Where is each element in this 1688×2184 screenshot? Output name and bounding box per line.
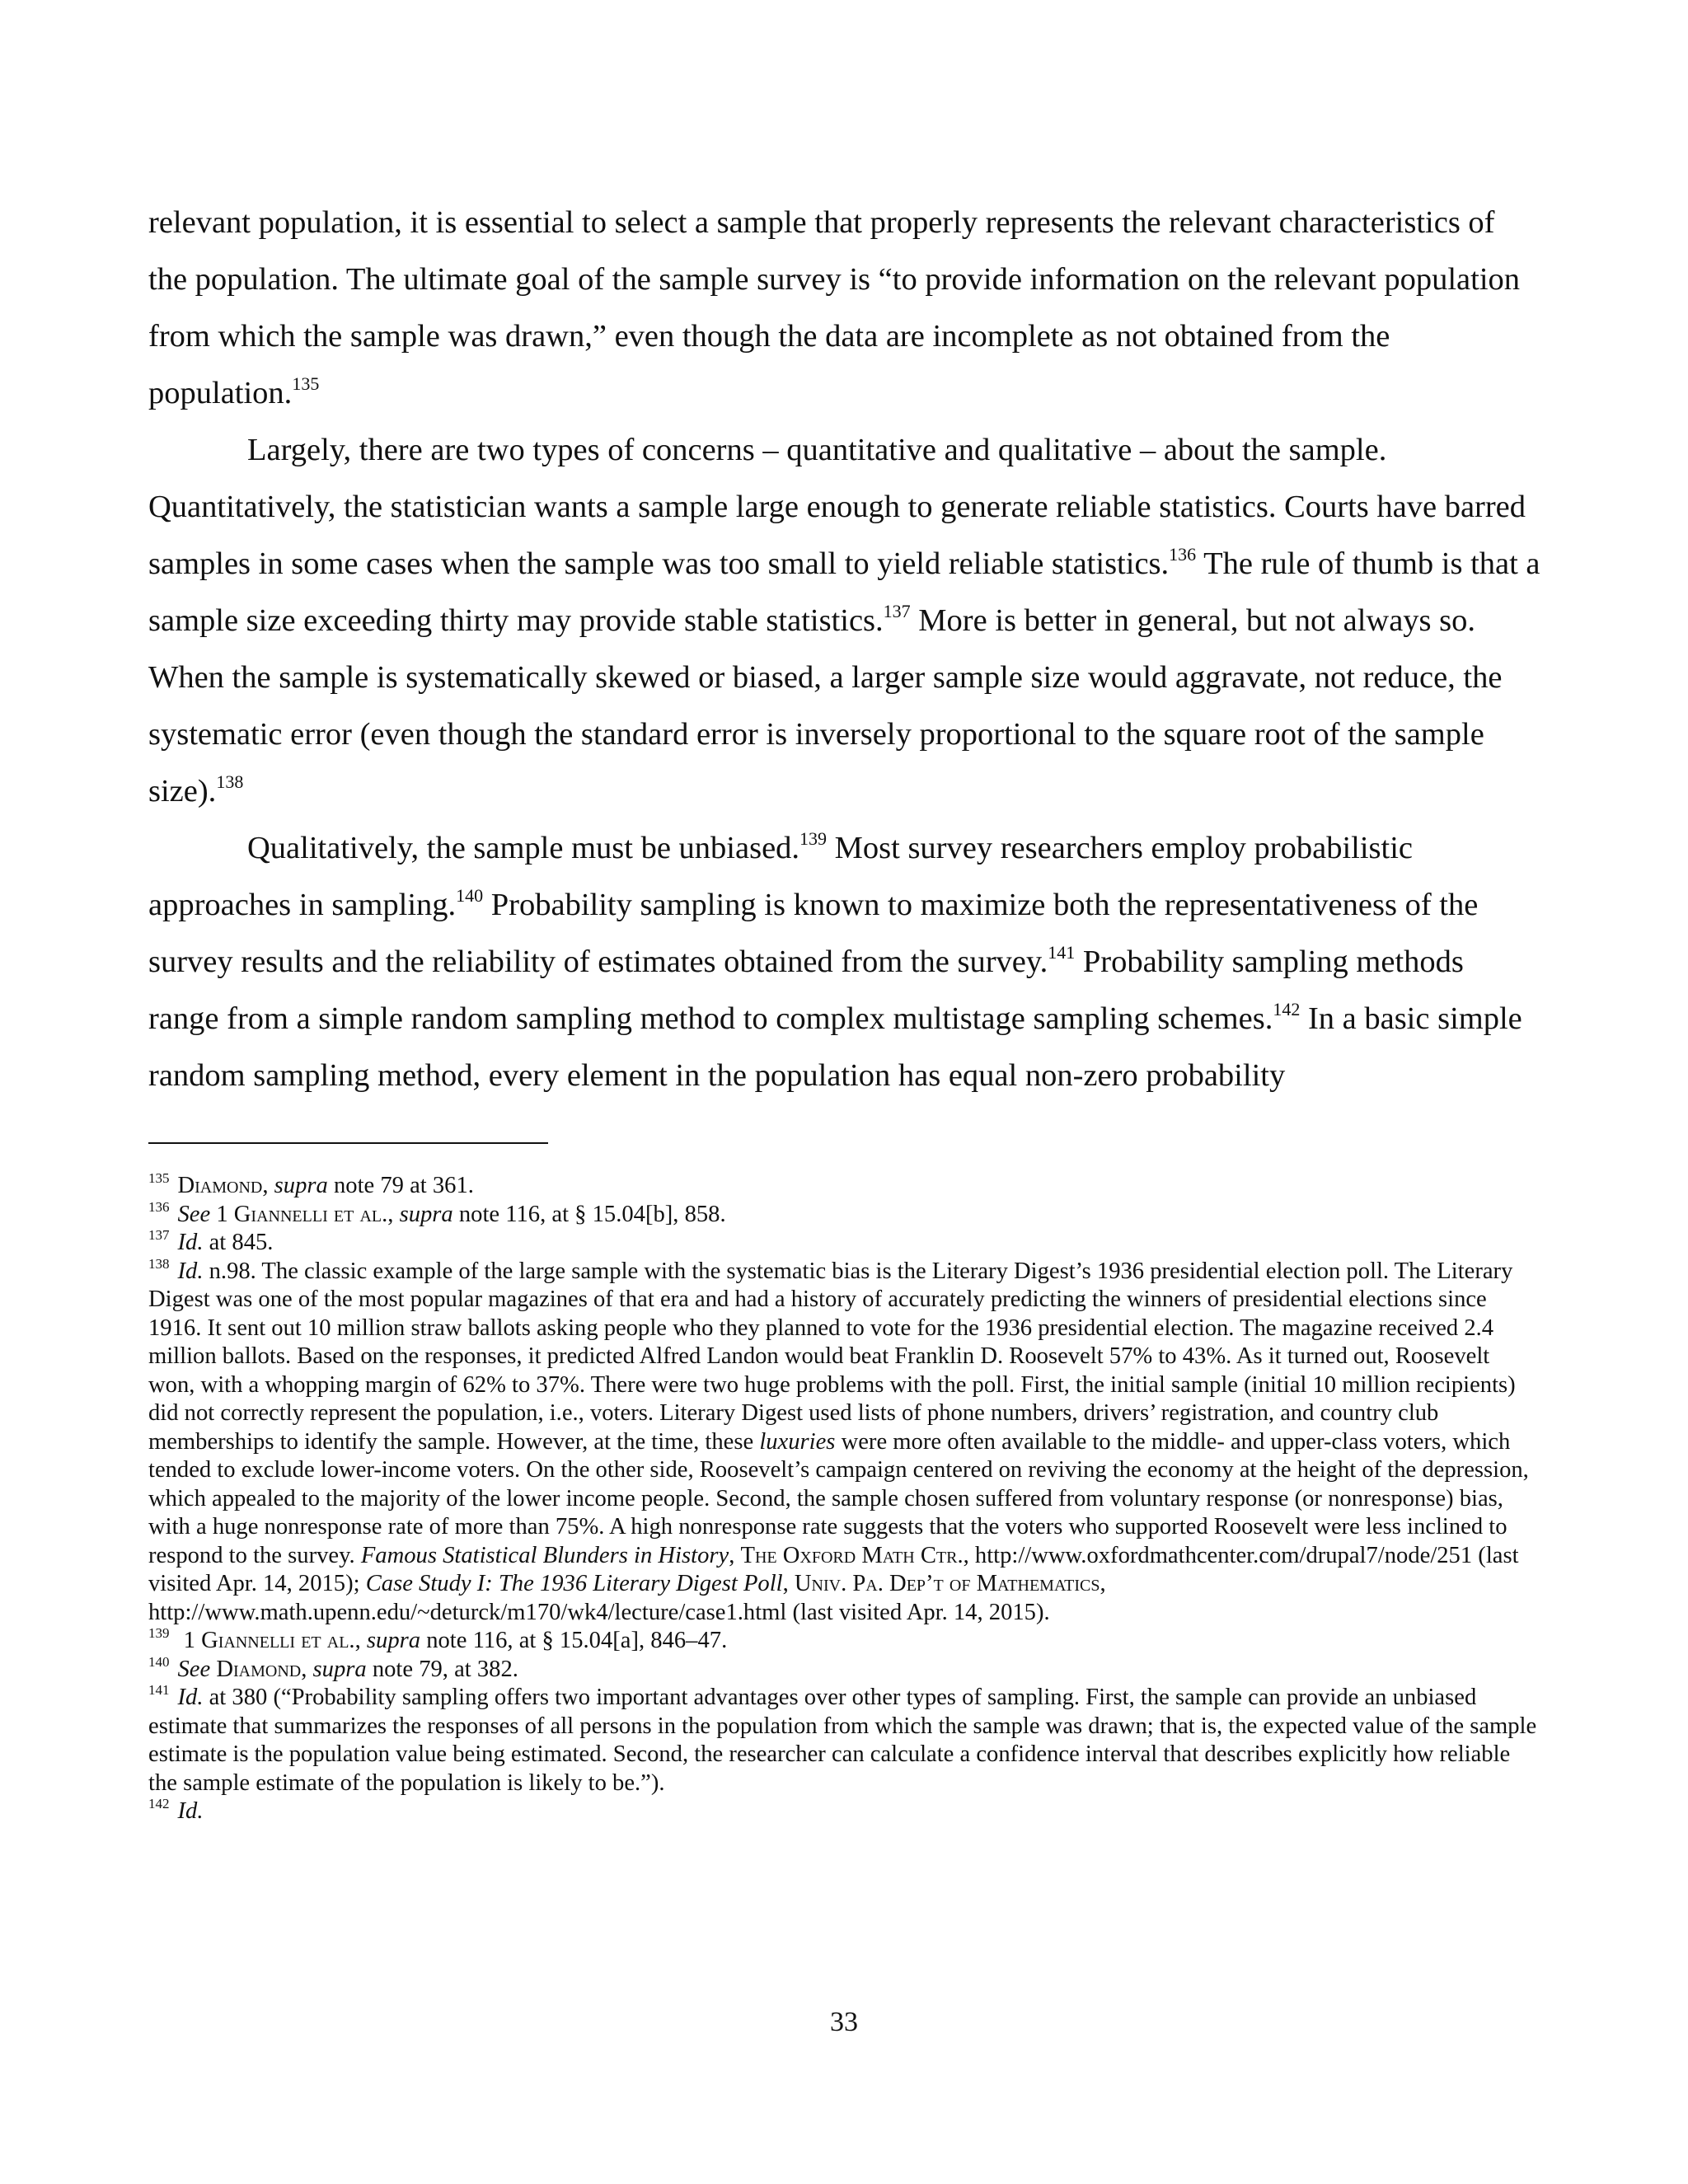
footnote-ref-139: 139 [799,828,828,849]
footnote-text: note 116, at § 15.04[a], 846–47. [420,1628,728,1653]
footnote-ref-138: 138 [216,771,244,792]
footnote-ref-136: 136 [1169,544,1197,565]
footnote-signal: supra [274,1173,328,1198]
footnote-text: note 79 at 361. [327,1173,474,1198]
footnote-139 [148,1627,1541,1656]
footnote-number: 138 [148,1255,170,1272]
paragraph-text: More is better in general, but not always so. When the sample is systematically skewed or biased, a larger sample size would aggravate, not reduce, the systematic error (even though the standard error is inversely proportional to the square root of the sample size). [148,603,1503,808]
page-number: 33 [830,2007,858,2037]
footnote-text: were more often available to the middle- and upper-class voters, which tended to exclude lower-income voters. On the other side, Roosevelt’s campaign centered on reviving the economy at the height of the depression, which appealed to the majority of the lower income people. Second, the sample chosen suffered from voluntary response (or nonresponse) bias, with a huge nonresponse rate of more than 75%. A high nonresponse rate suggests that the voters who supported Roosevelt were less inclined to respond to the survey. [148,1428,1529,1568]
footnote-author: Giannelli et al. [233,1201,388,1227]
footnote-source-title: Famous Statistical Blunders in History [360,1542,729,1568]
footnote-text: at 380 (“Probability sampling offers two important advantages over other types of sampling. First, the sample can provide an unbiased estimate that summarizes the responses of all persons in the population from which the sample was drawn; that is, the expected value of the sample estimate is the population value being estimated. Second, the researcher can calculate a confidence interval that describes explicitly how reliable the sample estimate of the population is likely to be.”). [148,1685,1537,1796]
footnote-text: , [782,1571,795,1596]
paragraph-text: Probability sampling is known to maximize both the representativeness of the survey results and the reliability of estimates obtained from the survey. [148,888,1479,979]
paragraph-text: The rule of thumb is that a sample size exceeding thirty may provide stable statistics. [148,546,1540,638]
footnote-text: , [354,1628,367,1653]
footnote-137 [148,1229,1541,1258]
footnote-number: 139 [148,1625,170,1641]
footnote-ref-141: 141 [1048,942,1076,963]
footnote-140 [148,1653,1541,1685]
footnote-author: Diamond [216,1656,302,1682]
footnote-136 [148,1198,1541,1230]
footnote-number: 140 [148,1653,170,1670]
footnote-141 [148,1684,1541,1797]
footnote-signal: supra [399,1201,453,1227]
footnote-number: 137 [148,1227,170,1243]
footnote-publisher: The Oxford Math Ctr. [740,1542,964,1568]
footnote-number: 142 [148,1796,170,1811]
footnote-signal: supra [312,1656,367,1682]
footnote-text: at 845. [203,1230,274,1255]
footnote-text: n.98. The classic example of the large sample with the systematic bias is the Literary Digest’s 1936 presidential election poll. The Literary Digest was one of the most popular magazines of that era and had a history of accurately predicting the winners of presidential elections since 1916. It sent out 10 million straw ballots asking people who they planned to vote for the 1936 presidential election. The magazine received 2.4 million ballots. Based on the responses, it predicted Alfred Landon would beat Franklin D. Roosevelt 57% to 43%. As it turned out, Roosevelt won, with a whopping margin of 62% to 37%. There were two huge problems with the poll. First, the initial sample (initial 10 million recipients) did not correctly represent the population, i.e., voters. Literary Digest used lists of phone numbers, drivers’ registration, and country club memberships to identify the sample. However, at the time, these [148,1258,1516,1455]
footnote-text: 1 [177,1628,202,1653]
document-page [148,194,1541,1826]
footnote-text: , [262,1173,274,1198]
footnote-emphasis: luxuries [759,1428,836,1455]
footnote-142 [148,1797,1541,1826]
body-text [148,194,1541,1104]
footnote-ref-142: 142 [1273,999,1301,1019]
footnotes [148,1172,1541,1826]
paragraph-text: Probability sampling methods range from a simple random sampling method to complex multistage sampling schemes. [148,944,1464,1036]
footnote-text: note 79, at 382. [366,1656,518,1682]
footnote-number: 135 [148,1170,170,1186]
paragraph-text: Most survey researchers employ probabilistic approaches in sampling. [148,831,1414,922]
footnote-text: , [729,1542,741,1568]
paragraph-text: In a basic simple random sampling method, every element in the population has equal non-zero probability [148,1001,1522,1093]
footnote-source-title: Case Study I: The 1936 Literary Digest Poll [365,1571,783,1596]
paragraph-text: relevant population, it is essential to select a sample that properly represents the relevant characteristics of the population. The ultimate goal of the sample survey is “to provide information on the relevant population from which the sample was drawn,” even though the data are incomplete as not obtained from the population. [148,205,1521,410]
footnote-signal: Id. [177,1685,204,1710]
footnote-ref-135: 135 [292,373,320,394]
footnote-text: , http://www.math.upenn.edu/~deturck/m170/wk4/lecture/case1.html (last visited Apr. 14, 2015). [148,1571,1106,1625]
paragraph-text: Largely, there are two types of concerns – quantitative and qualitative – about the sample. Quantitatively, the statistician wants a sample large enough to generate reliable statistics. Courts have barred samples in some cases when the sample was too small to yield reliable statistics. [148,433,1526,581]
footnote-number: 141 [148,1682,170,1698]
footnote-text: , http://www.oxfordmathcenter.com/drupal7/node/251 (last visited Apr. 14, 2015); [148,1542,1519,1596]
footnote-number: 136 [148,1198,170,1215]
footnote-ref-140: 140 [456,885,484,906]
footnote-135 [148,1172,1541,1201]
paragraph-3 [148,820,1541,1104]
paragraph-text: Qualitatively, the sample must be unbiased. [247,831,800,865]
footnote-author: Diamond [177,1173,263,1198]
footnote-138 [148,1255,1541,1628]
footnote-text: , [387,1201,400,1227]
footnote-signal: Id. [177,1258,204,1284]
footnote-signal: supra [366,1628,421,1653]
footnote-text: 1 [210,1201,234,1227]
footnote-text: note 116, at § 15.04[b], 858. [452,1201,726,1227]
footnote-text: , [301,1656,313,1682]
footnote-signal: See [177,1656,211,1682]
paragraph-1 [148,194,1541,422]
footnote-signal: Id. [177,1798,204,1824]
footnote-publisher: Univ. Pa. Dep’t of Mathematics [794,1571,1100,1596]
footnote-author: Giannelli et al. [201,1628,355,1653]
footnote-ref-137: 137 [883,601,911,621]
paragraph-2 [148,422,1541,820]
footnote-signal: Id. [177,1230,204,1255]
footnote-signal: See [177,1201,211,1227]
footnote-divider [148,1142,548,1144]
